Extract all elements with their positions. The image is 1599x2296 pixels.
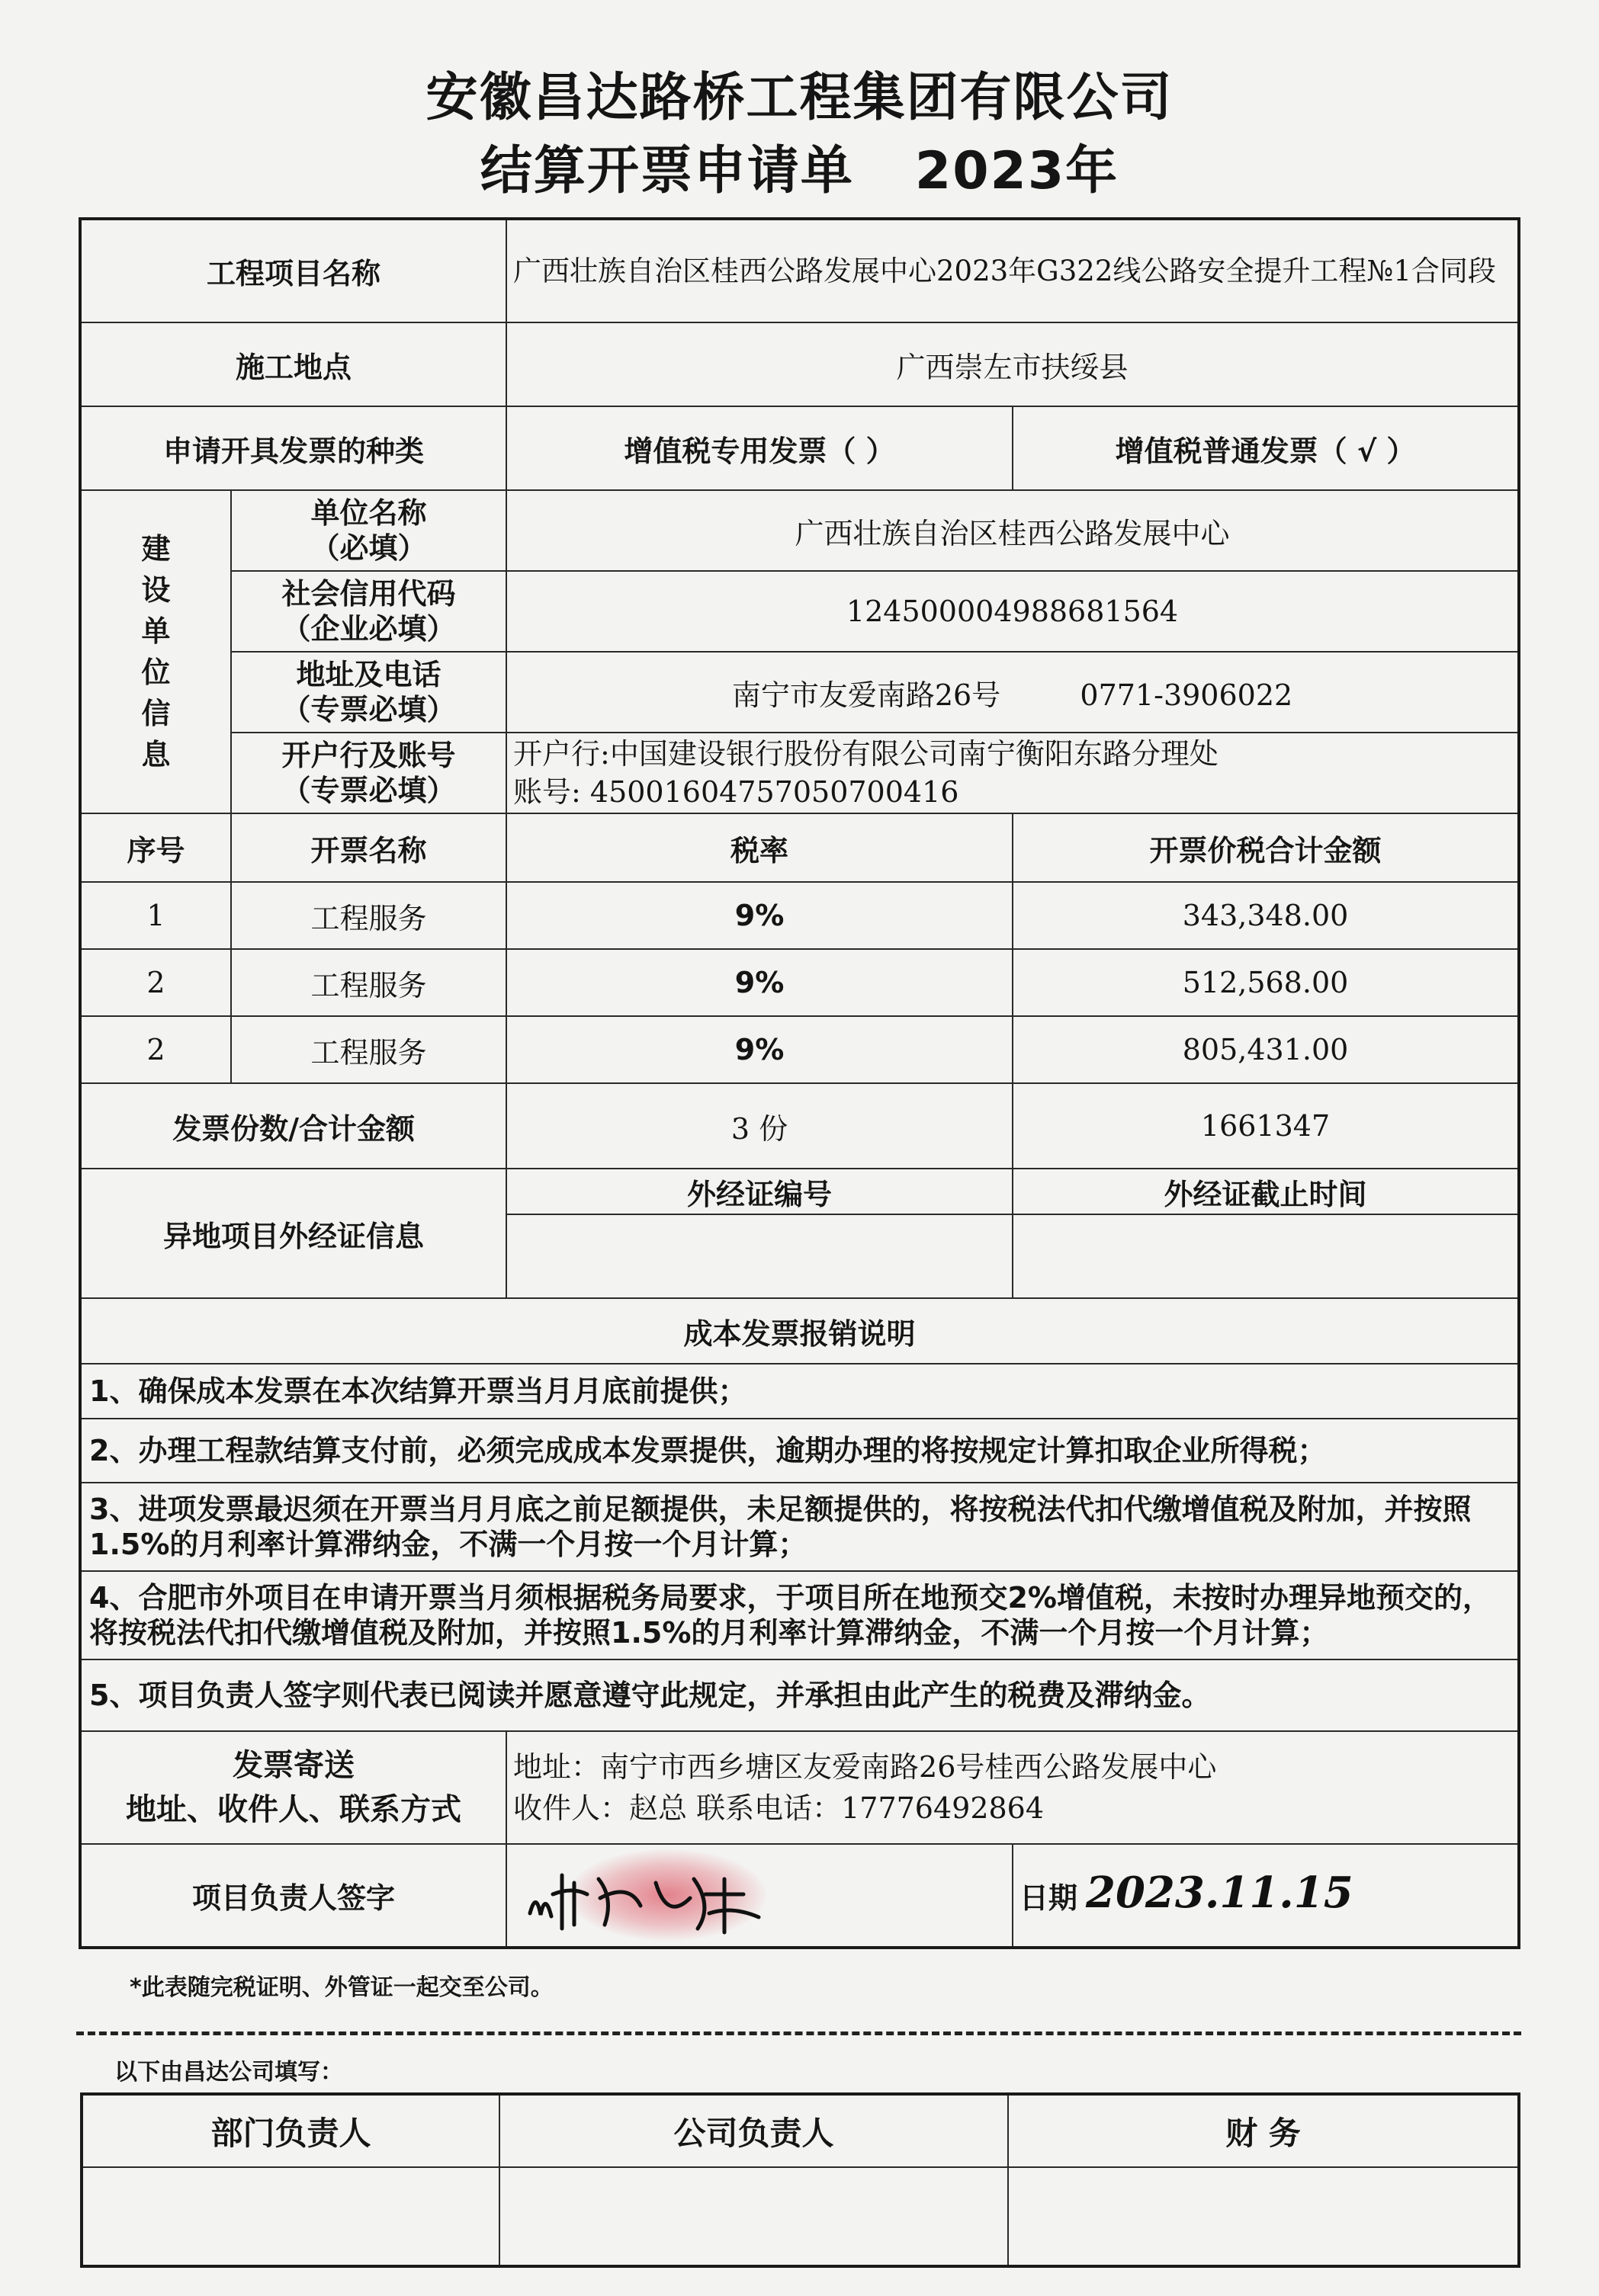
date-label: 日期	[1019, 1881, 1078, 1915]
company-head-header: 公司负责人	[499, 2094, 1008, 2167]
mailing-info	[506, 1731, 1519, 1844]
row-amount: 343,348.00	[1013, 882, 1519, 949]
address-phone-label-text: 地址及电话	[296, 658, 441, 691]
builder-label-char: 单	[141, 614, 171, 648]
row-seq: 1	[80, 882, 231, 949]
finance-signature-field	[1008, 2167, 1519, 2266]
cost-notes-title: 成本发票报销说明	[80, 1298, 1519, 1364]
signature-cell	[506, 1844, 1013, 1948]
site-value: 广西崇左市扶绥县	[506, 322, 1519, 406]
builder-phone: 0771-3906022	[1080, 678, 1293, 712]
mailing-label-line1: 发票寄送	[233, 1748, 355, 1783]
date-cell	[1013, 1844, 1519, 1948]
company-head-signature-field	[499, 2167, 1008, 2266]
site-label: 施工地点	[80, 322, 506, 406]
tax-rate-header: 税率	[506, 813, 1013, 882]
signature-label: 项目负责人签字	[80, 1844, 506, 1948]
cert-deadline-field	[1013, 1214, 1519, 1298]
row-name: 工程服务	[231, 949, 506, 1016]
cost-note-3: 3、进项发票最迟须在开票当月月底之前足额提供，未足额提供的，将按税法代扣代缴增值税及附加，并按照1.5%的月利率计算滞纳金，不满一个月按一个月计算；	[80, 1483, 1519, 1571]
total-amount: 1661347	[1013, 1083, 1519, 1169]
amount-header: 开票价税合计金额	[1013, 813, 1519, 882]
company-fill-note: 以下由昌达公司填写：	[114, 2059, 343, 2086]
row-seq: 2	[80, 1016, 231, 1083]
unit-name-label-text: 单位名称	[310, 496, 427, 530]
builder-label-char: 设	[141, 573, 171, 607]
row-seq: 2	[80, 949, 231, 1016]
cut-line-divider	[76, 2031, 1521, 2035]
row-name: 工程服务	[231, 882, 506, 949]
project-name-label: 工程项目名称	[80, 219, 506, 322]
address-phone-value	[506, 652, 1519, 733]
bank-name: 开户行:中国建设银行股份有限公司南宁衡阳东路分理处	[513, 737, 1219, 771]
invoice-copies: 3 份	[506, 1083, 1013, 1169]
cost-note-5: 5、项目负责人签字则代表已阅读并愿意遵守此规定，并承担由此产生的税费及滞纳金。	[80, 1659, 1519, 1731]
company-title: 安徽昌达路桥工程集团有限公司	[425, 68, 1174, 128]
mailing-address: 地址：南宁市西乡塘区友爱南路26号桂西公路发展中心	[513, 1750, 1217, 1784]
builder-address: 南宁市友爱南路26号	[731, 678, 1001, 712]
form-year: 2023年	[914, 141, 1119, 201]
cost-note-2: 2、办理工程款结算支付前，必须完成成本发票提供，逾期办理的将按规定计算扣取企业所得税；	[80, 1419, 1519, 1483]
row-rate: 9%	[506, 1016, 1013, 1083]
handwritten-signature	[515, 1852, 820, 1944]
bank-account-label	[231, 733, 506, 813]
bank-account-label-text: 开户行及账号	[281, 739, 456, 772]
footnote: *此表随完税证明、外管证一起交至公司。	[130, 1974, 554, 2001]
bank-account-value	[506, 733, 1519, 813]
row-rate: 9%	[506, 882, 1013, 949]
row-rate: 9%	[506, 949, 1013, 1016]
cert-deadline-header: 外经证截止时间	[1013, 1169, 1519, 1214]
row-amount: 805,431.00	[1013, 1016, 1519, 1083]
item-name-header: 开票名称	[231, 813, 506, 882]
credit-code-label	[231, 571, 506, 652]
application-form-table	[79, 217, 1520, 1949]
dept-head-signature-field	[82, 2167, 499, 2266]
row-name: 工程服务	[231, 1016, 506, 1083]
form-title-text: 结算开票申请单	[480, 141, 854, 201]
table-row	[80, 949, 1519, 1016]
credit-code-value: 124500004988681564	[506, 571, 1519, 652]
table-row	[80, 1016, 1519, 1083]
company-approval-table	[80, 2092, 1520, 2268]
dept-head-header: 部门负责人	[82, 2094, 499, 2167]
total-label: 发票份数/合计金额	[80, 1083, 506, 1169]
cert-number-header: 外经证编号	[506, 1169, 1013, 1214]
row-amount: 512,568.00	[1013, 949, 1519, 1016]
address-phone-label	[231, 652, 506, 733]
project-name-value: 广西壮族自治区桂西公路发展中心2023年G322线公路安全提升工程№1合同段	[506, 219, 1519, 322]
credit-code-required: （企业必填）	[281, 612, 456, 646]
cert-number-field	[506, 1214, 1013, 1298]
cost-note-4: 4、合肥市外项目在申请开票当月须根据税务局要求，于项目所在地预交2%增值税，未按时办理异地预交的，将按税法代扣代缴增值税及附加，并按照1.5%的月利率计算滞纳金，不满一个月按一个月计算；	[80, 1571, 1519, 1659]
bank-account-required: （专票必填）	[281, 774, 456, 807]
cost-note-1: 1、确保成本发票在本次结算开票当月月底前提供；	[80, 1364, 1519, 1419]
date-value: 2023.11.15	[1086, 1868, 1353, 1918]
unit-name-required: （必填）	[310, 531, 427, 565]
handwritten-date	[1082, 1854, 1353, 1930]
vat-special-option: 增值税专用发票（ ）	[506, 406, 1013, 490]
address-phone-required: （专票必填）	[281, 693, 456, 726]
mailing-label-line2: 地址、收件人、联系方式	[126, 1792, 461, 1827]
outside-cert-label: 异地项目外经证信息	[80, 1169, 506, 1298]
credit-code-label-text: 社会信用代码	[281, 577, 456, 611]
builder-label-char: 建	[141, 532, 171, 566]
invoice-type-label: 申请开具发票的种类	[80, 406, 506, 490]
mailing-label	[80, 1731, 506, 1844]
table-row	[80, 882, 1519, 949]
unit-name-value: 广西壮族自治区桂西公路发展中心	[506, 490, 1519, 571]
finance-header: 财 务	[1008, 2094, 1519, 2167]
form-title	[0, 130, 1599, 204]
seq-header: 序号	[80, 813, 231, 882]
builder-label-char: 位	[141, 656, 171, 689]
builder-label-char: 信	[141, 697, 171, 730]
mailing-recipient: 收件人：赵总 联系电话：17776492864	[513, 1791, 1045, 1825]
bank-account-number: 账号: 45001604757050700416	[513, 775, 959, 809]
builder-info-label	[80, 490, 231, 813]
builder-label-char: 息	[141, 738, 171, 771]
unit-name-label	[231, 490, 506, 571]
vat-normal-option: 增值税普通发票（ √ ）	[1013, 406, 1519, 490]
